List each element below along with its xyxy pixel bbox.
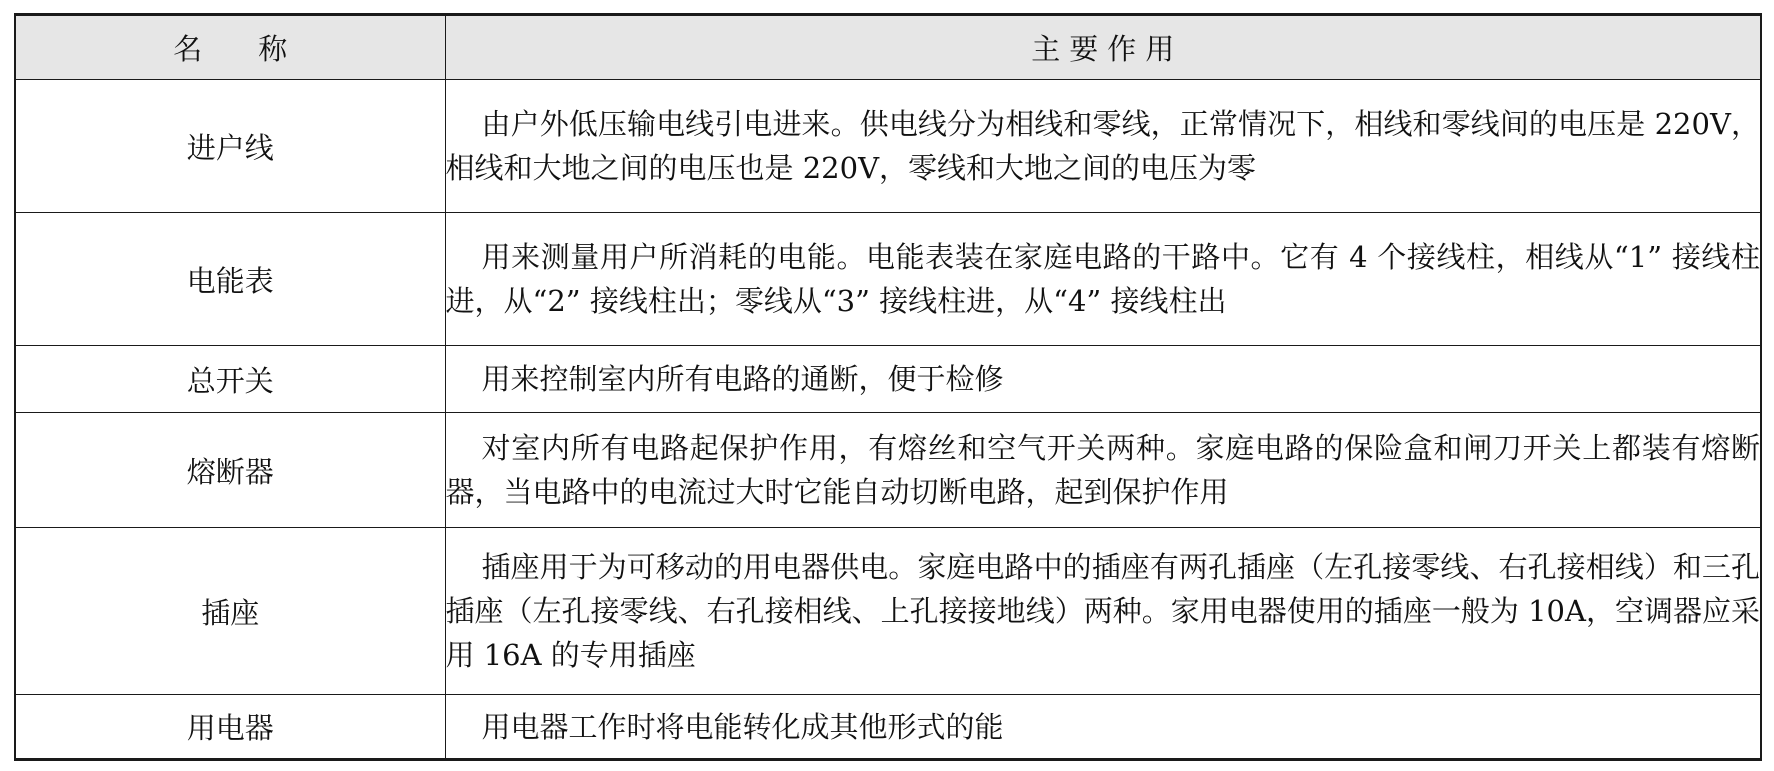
table-row [15,695,1761,760]
table-row [15,80,1761,213]
row-description-cell: 用来控制室内所有电路的通断，便于检修 [445,346,1761,413]
row-description-cell: 由户外低压输电线引电进来。供电线分为相线和零线，正常情况下，相线和零线间的电压是 220V，相线和大地之间的电压也是 220V，零线和大地之间的电压为零 [445,80,1761,213]
row-description-cell: 插座用于为可移动的用电器供电。家庭电路中的插座有两孔插座（左孔接零线、右孔接相线）和三孔插座（左孔接零线、右孔接相线、上孔接接地线）两种。家用电器使用的插座一般为 10A，空调器应采用 16A 的专用插座 [445,528,1761,695]
row-description-cell: 用电器工作时将电能转化成其他形式的能 [445,695,1761,760]
row-name-cell: 电能表 [15,213,445,346]
table-body [15,80,1761,760]
row-description-cell: 对室内所有电路起保护作用，有熔丝和空气开关两种。家庭电路的保险盒和闸刀开关上都装有熔断器，当电路中的电流过大时它能自动切断电路，起到保护作用 [445,413,1761,528]
row-name-cell: 总开关 [15,346,445,413]
header-name-label: 名称 [173,32,344,66]
table-row [15,213,1761,346]
header-role-label: 主要作用 [1031,32,1184,66]
header-row [15,15,1761,80]
header-role-cell [445,15,1761,80]
row-name-cell: 用电器 [15,695,445,760]
table-header [15,15,1761,80]
row-name-cell: 插座 [15,528,445,695]
row-description-cell: 用来测量用户所消耗的电能。电能表装在家庭电路的干路中。它有 4 个接线柱，相线从“1” 接线柱进，从“2” 接线柱出；零线从“3” 接线柱进，从“4” 接线柱出 [445,213,1761,346]
row-name-cell: 进户线 [15,80,445,213]
table-row [15,528,1761,695]
row-name-cell: 熔断器 [15,413,445,528]
table-row [15,413,1761,528]
component-function-table [14,13,1762,761]
header-name-cell [15,15,445,80]
table-row [15,346,1761,413]
